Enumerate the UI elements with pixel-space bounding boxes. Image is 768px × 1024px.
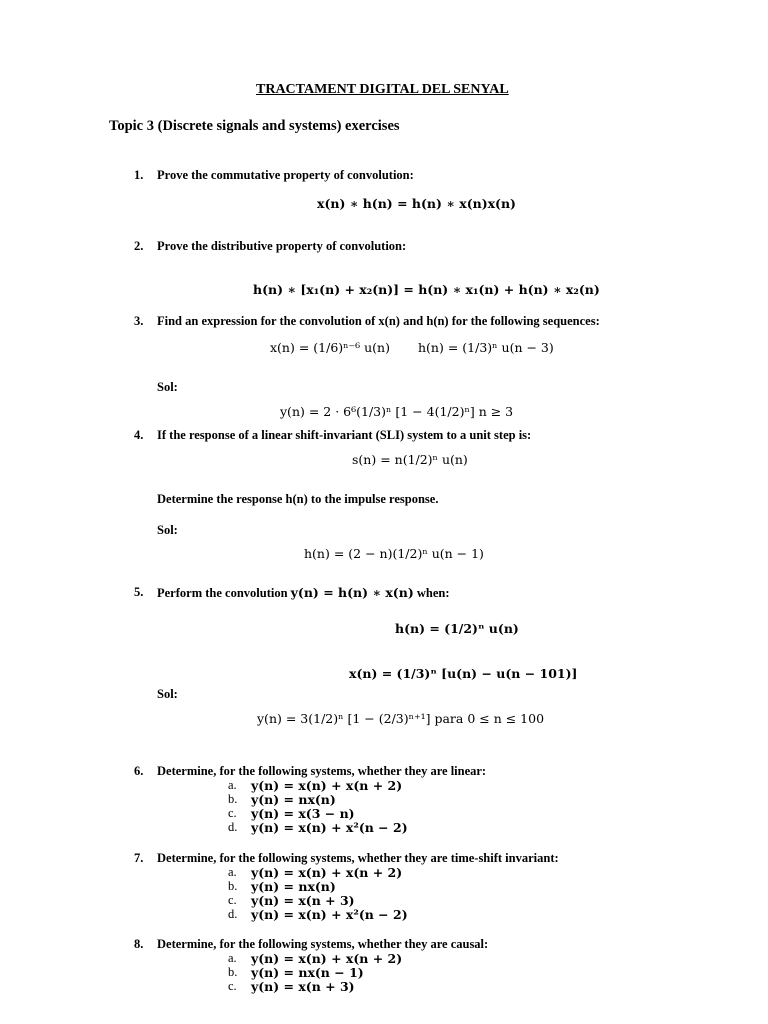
q5-text-suffix: when: [416,586,450,600]
q8-item-c [228,979,237,994]
q8-item-a [228,951,237,966]
q6-item-a-label: a. [228,778,237,792]
q6-item-b-label: b. [228,792,238,806]
q5-equation-x: x(n) = (1/3)ⁿ [u(n) − u(n − 101)] [349,666,578,681]
q1-number: 1. [134,168,144,182]
q4-text-2: Determine the response h(n) to the impulse response. [157,492,439,506]
q4-solution: h(n) = (2 − n)(1/2)ⁿ u(n − 1) [304,546,484,561]
q6-item-d-label: d. [228,820,238,834]
q7-item-a-eq: y(n) = x(n) + x(n + 2) [251,865,403,880]
section-heading: Topic 3 (Discrete signals and systems) exercises [109,118,400,134]
q6-item-a-eq: y(n) = x(n) + x(n + 2) [251,778,403,793]
q7-item-c [228,893,237,908]
q4-number: 4. [134,428,144,442]
q8-item-a-label: a. [228,951,237,965]
q8-text: Determine, for the following systems, whether they are causal: [157,937,489,951]
q6-item-c [228,806,237,821]
q5-equation-h: h(n) = (1/2)ⁿ u(n) [395,621,519,636]
q3-equation-x: x(n) = (1/6)ⁿ⁻⁶ u(n) [270,340,390,355]
q5-text [157,585,450,601]
q7-item-d-label: d. [228,907,238,921]
document-title: TRACTAMENT DIGITAL DEL SENYAL [256,82,509,97]
q1-equation: x(n) ∗ h(n) = h(n) ∗ x(n)x(n) [317,196,516,211]
q3-number: 3. [134,314,144,328]
q6-text: Determine, for the following systems, whether they are linear: [157,764,487,778]
q6-item-c-label: c. [228,806,237,820]
q6-number: 6. [134,764,144,778]
q5-text-equation: y(n) = h(n) ∗ x(n) [290,585,414,600]
q7-item-c-label: c. [228,893,237,907]
q4-equation: s(n) = n(1/2)ⁿ u(n) [352,452,468,467]
q8-item-c-label: c. [228,979,237,993]
q2-equation: h(n) ∗ [x₁(n) + x₂(n)] = h(n) ∗ x₁(n) + h(n) ∗ x₂(n) [253,282,600,297]
q3-sol-label: Sol: [157,380,178,394]
q8-item-b-label: b. [228,965,238,979]
q8-item-b [228,965,237,980]
q6-item-b-eq: y(n) = nx(n) [251,792,336,807]
q4-text: If the response of a linear shift-invariant (SLI) system to a unit step is: [157,428,532,442]
q3-equation-h: h(n) = (1/3)ⁿ u(n − 3) [418,340,554,355]
q7-item-d-eq: y(n) = x(n) + x²(n − 2) [251,907,408,922]
q7-item-b [228,879,237,894]
q3-text: Find an expression for the convolution of x(n) and h(n) for the following sequences: [157,314,600,328]
q5-number: 5. [134,585,144,599]
q3-solution: y(n) = 2 · 6⁶(1/3)ⁿ [1 − 4(1/2)ⁿ] n ≥ 3 [280,404,514,419]
q8-item-b-eq: y(n) = nx(n − 1) [251,965,364,980]
q7-item-a-label: a. [228,865,237,879]
q5-solution: y(n) = 3(1/2)ⁿ [1 − (2/3)ⁿ⁺¹] para 0 ≤ n ≤ 100 [257,711,545,726]
q8-item-c-eq: y(n) = x(n + 3) [251,979,355,994]
q7-item-b-label: b. [228,879,238,893]
q5-sol-label: Sol: [157,687,178,701]
q6-item-d [228,820,237,835]
q7-item-c-eq: y(n) = x(n + 3) [251,893,355,908]
q6-item-a [228,778,237,793]
q4-sol-label: Sol: [157,523,178,537]
q8-number: 8. [134,937,144,951]
q2-text: Prove the distributive property of convolution: [157,239,407,253]
q6-item-c-eq: y(n) = x(3 − n) [251,806,355,821]
q7-number: 7. [134,851,144,865]
q6-item-b [228,792,237,807]
q8-item-a-eq: y(n) = x(n) + x(n + 2) [251,951,403,966]
q7-text: Determine, for the following systems, whether they are time-shift invariant: [157,851,559,865]
q2-number: 2. [134,239,144,253]
q1-text: Prove the commutative property of convolution: [157,168,414,182]
q5-text-prefix: Perform the convolution [157,586,288,600]
q6-item-d-eq: y(n) = x(n) + x²(n − 2) [251,820,408,835]
q7-item-d [228,907,237,922]
q7-item-a [228,865,237,880]
q7-item-b-eq: y(n) = nx(n) [251,879,336,894]
